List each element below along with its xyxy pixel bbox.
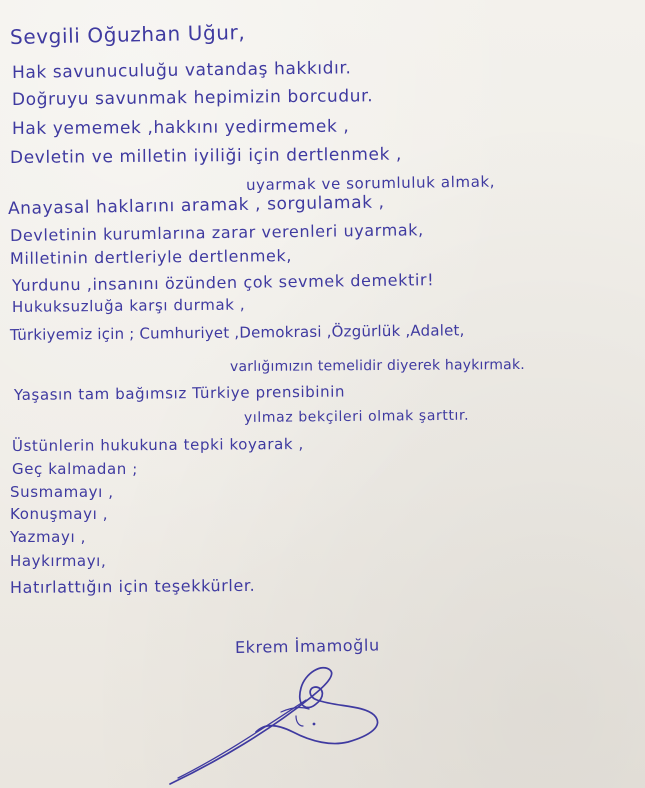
- letter-line: yılmaz bekçileri olmak şarttır.: [243, 407, 470, 426]
- signature-name: Ekrem İmamoğlu: [234, 635, 380, 657]
- letter-line: Doğruyu savunmak hepimizin borcudur.: [11, 86, 374, 110]
- letter-line: Hatırlattığın için teşekkürler.: [9, 575, 256, 597]
- salutation: Sevgili Oğuzhan Uğur,: [9, 20, 246, 49]
- letter-line: Yazmayı ,: [10, 528, 86, 546]
- letter-line: Susmamayı ,: [10, 483, 114, 501]
- letter-line: Devletin ve milletin iyiliği için dertlenmek ,: [9, 144, 403, 168]
- letter-line: Hukuksuzluğa karşı durmak ,: [11, 295, 246, 316]
- letter-line: Geç kalmadan ;: [12, 460, 138, 478]
- letter-line: Türkiyemiz için ; Cumhuriyet ,Demokrasi ,Özgürlük ,Adalet,: [9, 321, 465, 344]
- letter-line: Hak yememek ,hakkını yedirmemek ,: [11, 116, 350, 139]
- letter-line: Haykırmayı,: [10, 552, 107, 570]
- letter-line: Üstünlerin hukukuna tepki koyarak ,: [11, 434, 304, 455]
- handwritten-signature: [160, 660, 420, 788]
- letter-line: uyarmak ve sorumluluk almak,: [245, 172, 496, 194]
- letter-line: Devletinin kurumlarına zarar verenleri uyarmak,: [9, 220, 424, 245]
- letter-line: Konuşmayı ,: [10, 505, 109, 523]
- letter-line: Milletinin dertleriyle dertlenmek,: [9, 246, 293, 268]
- letter-line: Anayasal haklarını aramak , sorgulamak ,: [7, 192, 385, 219]
- letter-line: Yaşasın tam bağımsız Türkiye prensibinin: [13, 382, 346, 404]
- letter-line: Yurdunu ,insanını özünden çok sevmek demektir!: [11, 270, 435, 295]
- letter-line: Hak savunuculuğu vatandaş hakkıdır.: [11, 58, 352, 83]
- letter-line: varlığımızın temelidir diyerek haykırmak.: [229, 356, 525, 375]
